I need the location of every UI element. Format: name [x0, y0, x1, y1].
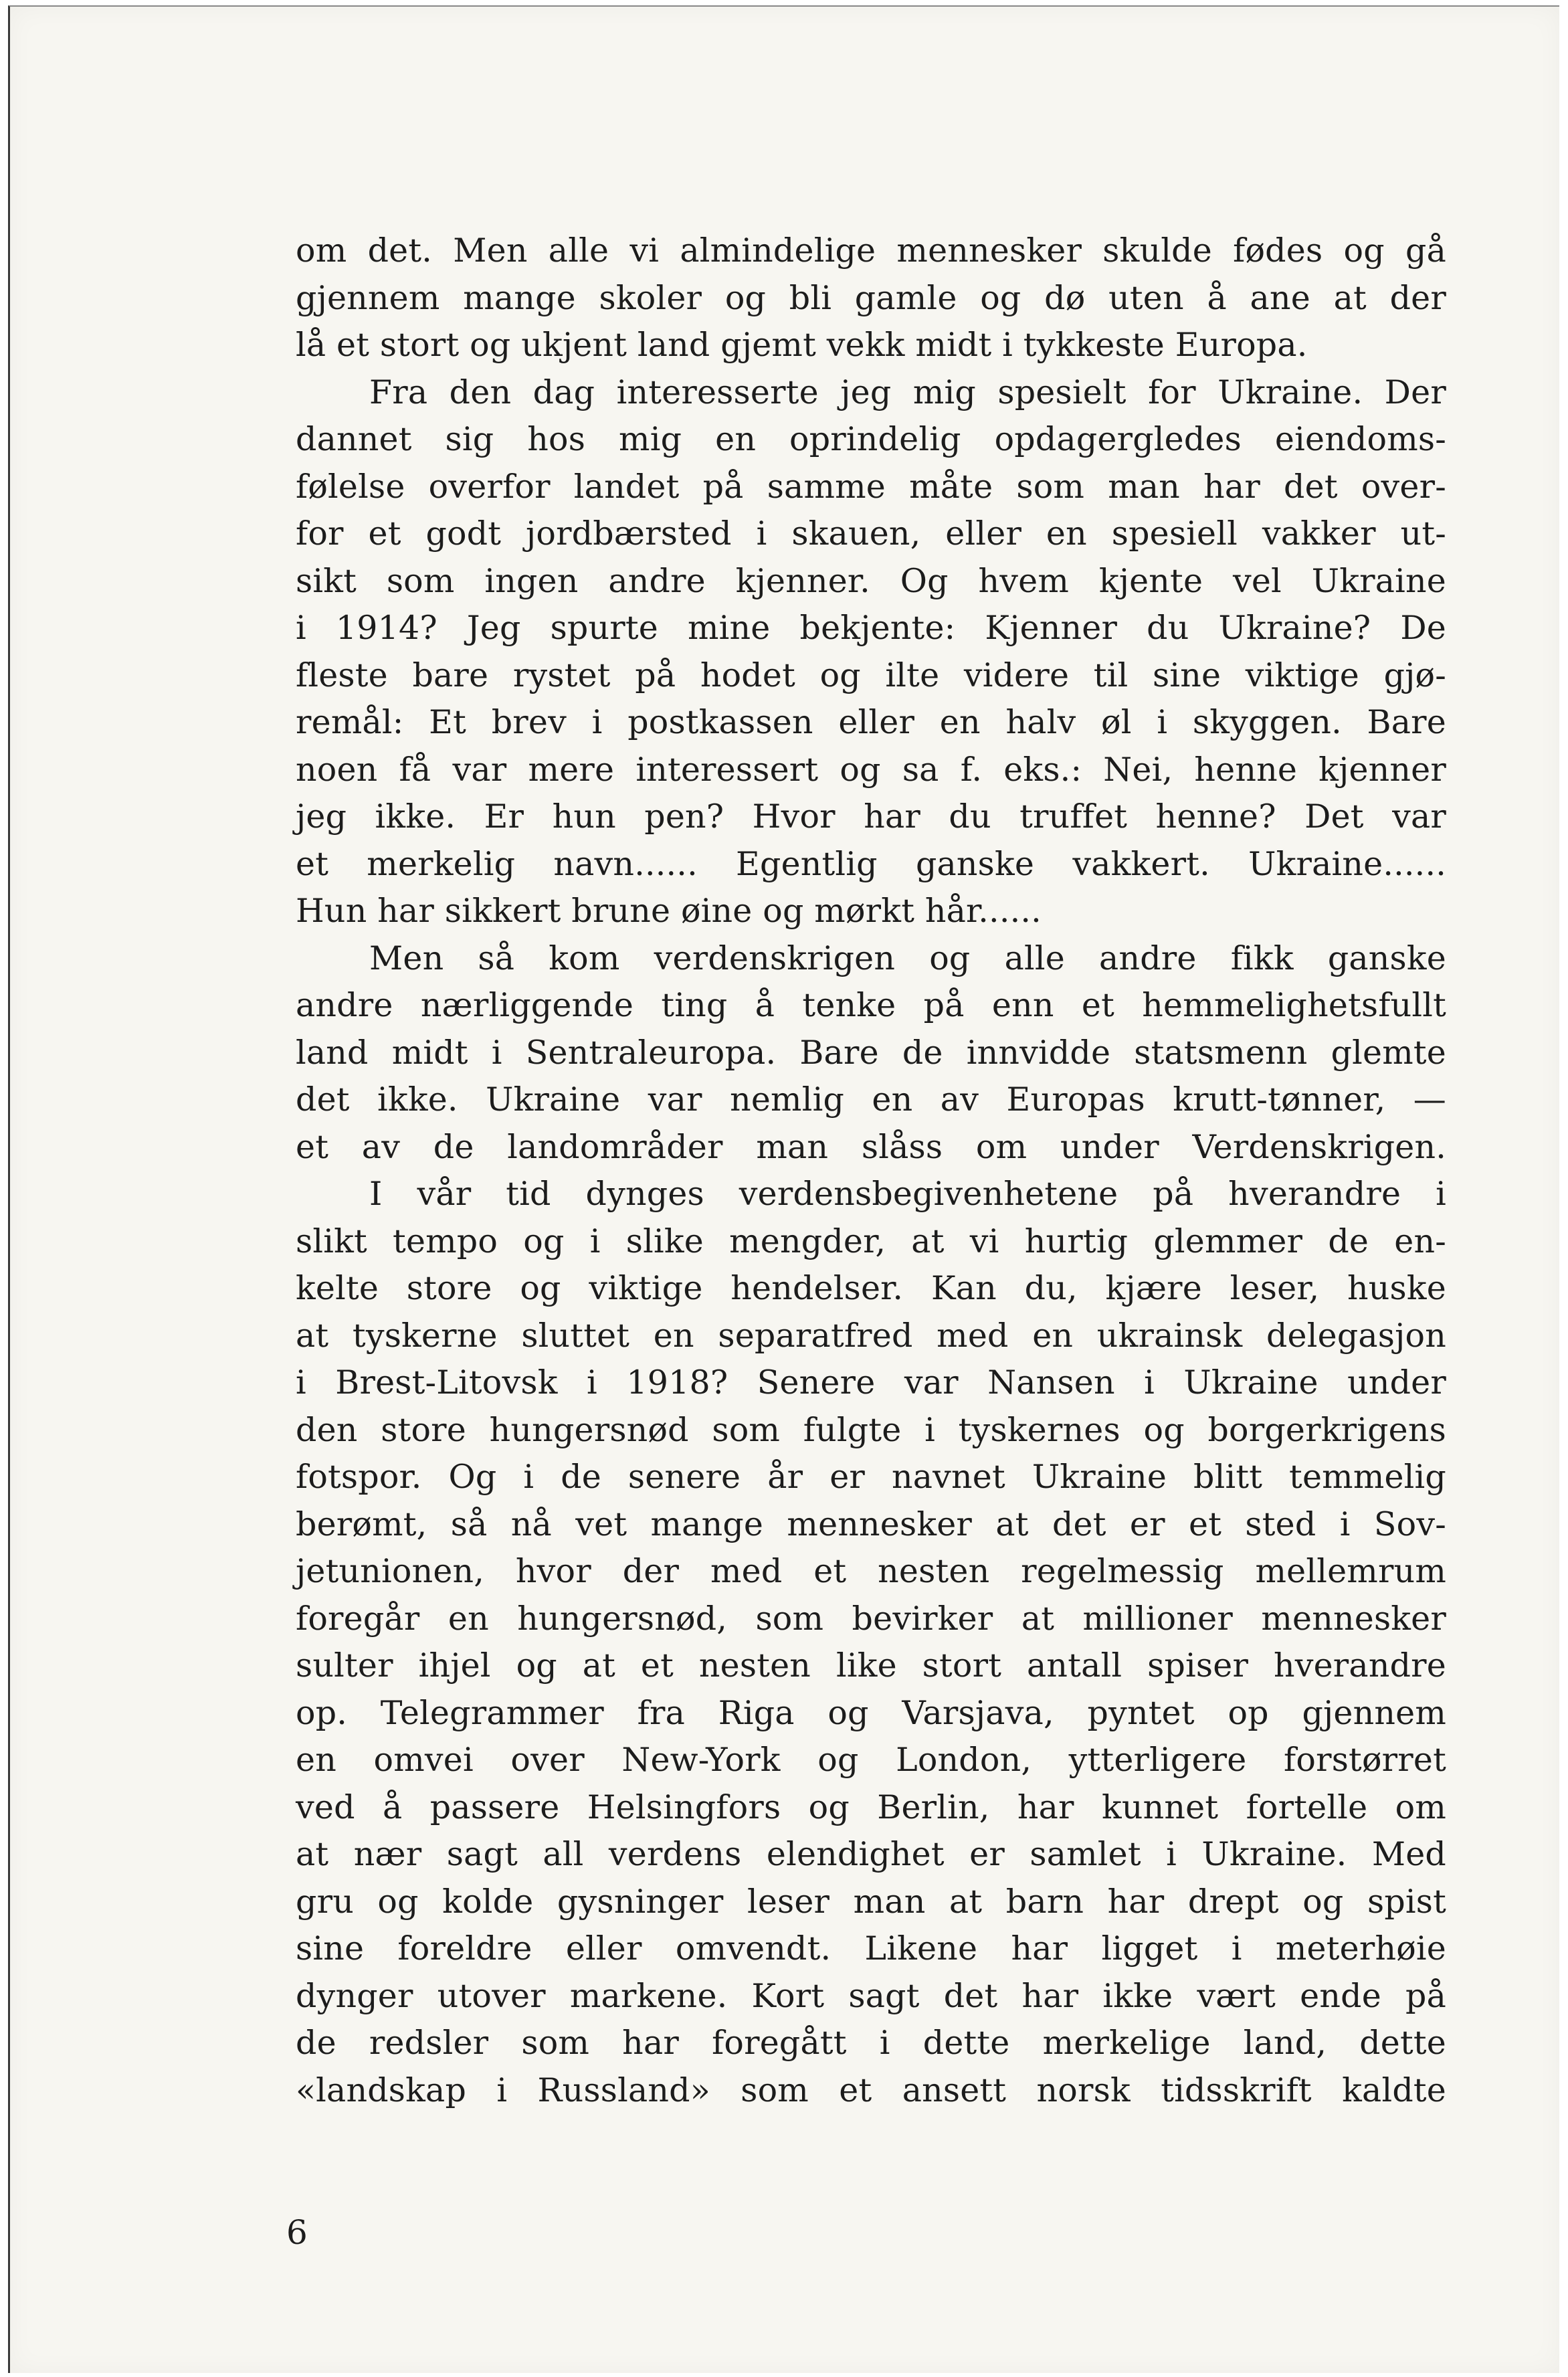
text-line: foregår en hungersnød, som bevirker at millioner mennesker [296, 1599, 1446, 1638]
text-line: ved å passere Helsingfors og Berlin, har kunnet fortelle om [296, 1788, 1446, 1826]
text-line: gru og kolde gysninger leser man at barn har drept og spist [296, 1882, 1446, 1921]
paragraph-2 [296, 369, 1446, 935]
book-page [8, 5, 1559, 2373]
text-line: remål: Et brev i postkassen eller en halv øl i skyggen. Bare [296, 703, 1446, 741]
text-line: det ikke. Ukraine var nemlig en av Europas krutt-tønner, — [296, 1080, 1446, 1119]
text-line: berømt, så nå vet mange mennesker at det er et sted i Sov- [296, 1505, 1446, 1543]
text-line: de redsler som har foregått i dette merkelige land, dette [296, 2024, 1446, 2062]
text-line: sikt som ingen andre kjenner. Og hvem kjente vel Ukraine [296, 561, 1446, 600]
text-line: kelte store og viktige hendelser. Kan du, kjære leser, huske [296, 1269, 1446, 1307]
text-line: den store hungersnød som fulgte i tyskernes og borgerkrigens [296, 1410, 1446, 1449]
text-line: dannet sig hos mig en oprindelig opdagergledes eiendoms- [296, 420, 1446, 458]
text-line: fleste bare rystet på hodet og ilte videre til sine viktige gjø- [296, 656, 1446, 694]
text-line: jeg ikke. Er hun pen? Hvor har du truffet henne? Det var [296, 797, 1446, 836]
text-line: sine foreldre eller omvendt. Likene har ligget i meterhøie [296, 1929, 1446, 1968]
text-line: «landskap i Russland» som et ansett norsk tidsskrift kaldte [296, 2071, 1446, 2109]
text-line: at tyskerne sluttet en separatfred med en ukrainsk delegasjon [296, 1316, 1446, 1355]
text-line: følelse overfor landet på samme måte som man har det over- [296, 467, 1446, 506]
paragraph-4 [296, 1171, 1446, 2114]
paragraph-3 [296, 935, 1446, 1171]
text-line: et av de landområder man slåss om under Verdenskrigen. [296, 1127, 1446, 1166]
text-line: andre nærliggende ting å tenke på enn et hemmelighetsfullt [296, 986, 1446, 1024]
text-line: en omvei over New-York og London, ytterligere forstørret [296, 1741, 1446, 1779]
text-line: for et godt jordbærsted i skauen, eller en spesiell vakker ut- [296, 514, 1446, 553]
text-line: I vår tid dynges verdensbegivenhetene på hverandre i [369, 1175, 1446, 1213]
paragraph-1 [296, 227, 1446, 369]
text-line: Men så kom verdenskrigen og alle andre fikk ganske [369, 939, 1446, 977]
text-line: gjennem mange skoler og bli gamle og dø uten å ane at der [296, 278, 1446, 317]
text-line: jetunionen, hvor der med et nesten regelmessig mellemrum [296, 1552, 1446, 1590]
text-line: lå et stort og ukjent land gjemt vekk midt i tykkeste Europa. [296, 326, 1308, 364]
text-line: noen få var mere interessert og sa f. eks.: Nei, henne kjenner [296, 750, 1446, 789]
text-line: sulter ihjel og at et nesten like stort antall spiser hverandre [296, 1646, 1446, 1685]
text-line: om det. Men alle vi almindelige mennesker skulde fødes og gå [296, 231, 1446, 270]
text-line: land midt i Sentraleuropa. Bare de innvidde statsmenn glemte [296, 1033, 1446, 1072]
text-line: i Brest-Litovsk i 1918? Senere var Nansen i Ukraine under [296, 1363, 1446, 1402]
text-line: op. Telegrammer fra Riga og Varsjava, pyntet op gjennem [296, 1693, 1446, 1732]
text-line: dynger utover markene. Kort sagt det har ikke vært ende på [296, 1976, 1446, 2015]
body-text [296, 227, 1446, 2114]
text-line: fotspor. Og i de senere år er navnet Ukraine blitt temmelig [296, 1458, 1446, 1496]
text-line: Fra den dag interesserte jeg mig spesielt for Ukraine. Der [369, 373, 1446, 411]
text-line: Hun har sikkert brune øine og mørkt hår...... [296, 892, 1042, 930]
text-line: at nær sagt all verdens elendighet er samlet i Ukraine. Med [296, 1835, 1446, 1873]
text-line: slikt tempo og i slike mengder, at vi hurtig glemmer de en- [296, 1222, 1446, 1260]
page-number: 6 [286, 2213, 308, 2252]
text-line: et merkelig navn...... Egentlig ganske vakkert. Ukraine...... [296, 844, 1446, 883]
text-line: i 1914? Jeg spurte mine bekjente: Kjenner du Ukraine? De [296, 609, 1446, 647]
